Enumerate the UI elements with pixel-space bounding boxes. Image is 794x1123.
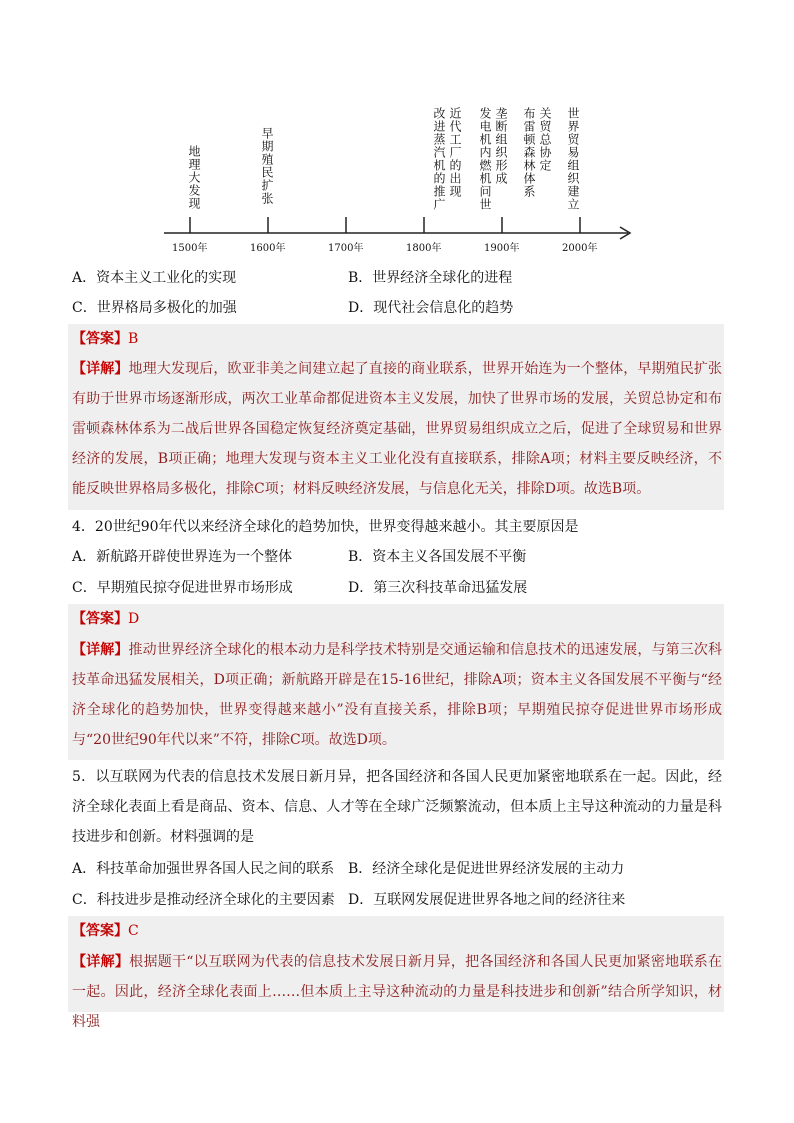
timeline-event-label: 垄断组织形成 bbox=[494, 107, 508, 185]
q4-detail bbox=[72, 635, 722, 755]
q4-option-d: D．第三次科技革命迅猛发展 bbox=[348, 580, 528, 596]
q4-option-c: C．早期殖民掠夺促进世界市场形成 bbox=[72, 580, 293, 596]
timeline-year-label: 1900年 bbox=[484, 243, 520, 254]
timeline-year-label: 1800年 bbox=[406, 243, 442, 254]
q3-option-a: A．资本主义工业化的实现 bbox=[72, 270, 237, 286]
detail-tag: 【详解】 bbox=[72, 954, 130, 970]
detail-text: 根据题干“以互联网为代表的信息技术发展日新月异，把各国经济和各国人民更加紧密地联系在一起。因此，经济全球化表面上……但本质上主导这种流动的力量是科技进步和创新”结合所学知识，材料强 bbox=[72, 954, 723, 1030]
detail-text: 地理大发现后，欧亚非美之间建立起了直接的商业联系，世界开始连为一个整体，早期殖民扩张有助于世界市场逐渐形成，两次工业革命都促进资本主义发展，加快了世界市场的发展，关贸总协定和布雷顿森林体系为二战后世界各国稳定恢复经济奠定基础，世界贸易组织成立之后，促进了全球贸易和世界经济的发展，B项正确；地理大发现与资本主义工业化没有直接联系，排除A项；材料主要反映经济，不能反映世界格局多极化，排除C项；材料反映经济发展，与信息化无关，排除D项。故选B项。 bbox=[72, 361, 723, 497]
q3-option-b: B．世界经济全球化的进程 bbox=[348, 270, 513, 286]
timeline-event-label: 早期殖民扩张 bbox=[260, 127, 274, 205]
q5-option-b: B．经济全球化是促进世界经济发展的主动力 bbox=[348, 861, 625, 877]
answer-tag: 【答案】 bbox=[72, 923, 128, 939]
q4-stem: 4．20世纪90年代以来经济全球化的趋势加快，世界变得越来越小。其主要原因是 bbox=[72, 519, 579, 535]
timeline-figure bbox=[150, 95, 650, 260]
timeline-year-label: 1500年 bbox=[172, 243, 208, 254]
detail-tag: 【详解】 bbox=[72, 361, 129, 377]
timeline-event-label: 近代工厂的出现 bbox=[448, 107, 462, 198]
timeline-year-label: 1600年 bbox=[250, 243, 286, 254]
q5-answer bbox=[72, 916, 722, 946]
q5-option-c: C．科技进步是推动经济全球化的主要因素 bbox=[72, 892, 335, 908]
q3-detail bbox=[72, 354, 722, 504]
q4-option-a: A．新航路开辟使世界连为一个整体 bbox=[72, 549, 293, 565]
q5-option-d: D．互联网发展促进世界各地之间的经济往来 bbox=[348, 892, 626, 908]
q5-detail bbox=[72, 947, 723, 1030]
timeline-year-label: 1700年 bbox=[328, 243, 364, 254]
q4-option-b: B．资本主义各国发展不平衡 bbox=[348, 549, 527, 565]
timeline-event-label: 布雷顿森林体系 bbox=[522, 107, 536, 198]
answer-tag: 【答案】 bbox=[72, 331, 128, 347]
q3-answer bbox=[72, 324, 722, 354]
timeline-event-label: 关贸总协定 bbox=[538, 107, 552, 172]
answer-tag: 【答案】 bbox=[72, 611, 128, 627]
answer-value: D bbox=[128, 611, 140, 627]
answer-value: B bbox=[128, 331, 139, 347]
timeline-event-label: 改进蒸汽机的推广 bbox=[432, 107, 446, 211]
q5-option-a: A．科技革命加强世界各国人民之间的联系 bbox=[72, 861, 335, 877]
answer-value: C bbox=[128, 923, 139, 939]
q3-option-d: D．现代社会信息化的趋势 bbox=[348, 300, 514, 316]
q4-answer bbox=[72, 604, 722, 634]
timeline-event-label: 世界贸易组织建立 bbox=[566, 107, 580, 211]
timeline-event-label: 地理大发现 bbox=[187, 145, 201, 210]
detail-tag: 【详解】 bbox=[72, 642, 129, 658]
q3-option-c: C．世界格局多极化的加强 bbox=[72, 300, 237, 316]
timeline-event-label: 发电机内燃机问世 bbox=[478, 107, 492, 211]
detail-text: 推动世界经济全球化的根本动力是科学技术特别是交通运输和信息技术的迅速发展，与第三次科技革命迅猛发展相关，D项正确；新航路开辟是在15-16世纪，排除A项；资本主义各国发展不平衡与“经济全球化的趋势加快，世界变得越来越小”没有直接关系，排除B项；早期殖民掠夺促进世界市场形成与“20世纪90年代以来”不符，排除C项。故选D项。 bbox=[72, 642, 723, 748]
timeline-year-label: 2000年 bbox=[562, 243, 598, 254]
q5-stem: 5．以互联网为代表的信息技术发展日新月异，把各国经济和各国人民更加紧密地联系在一起。因此，经济全球化表面上看是商品、资本、信息、人才等在全球广泛频繁流动，但本质上主导这种流动的力量是科技进步和创新。材料强调的是 bbox=[72, 769, 722, 845]
